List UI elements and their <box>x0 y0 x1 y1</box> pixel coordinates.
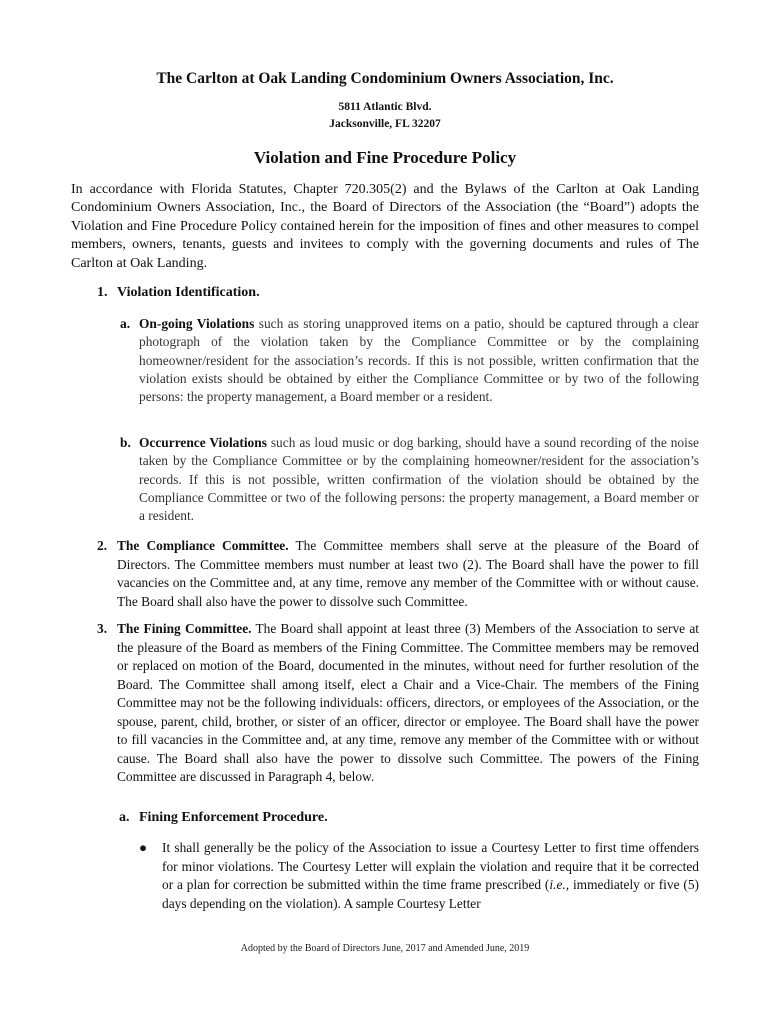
section-3a-label: a. <box>119 810 130 825</box>
section-1-number: 1. <box>97 285 108 300</box>
section-1a-text: such as storing unapproved items on a patio, should be captured through a clear photograph of the violation taken by the Compliance Committee or by the complaining homeowner/resident for the association’s records. If this is not possible, written confirmation that the violation exists should be obtained by either the Compliance Committee or by two of the following persons: the property management, a Board member or a resident. <box>139 316 699 405</box>
section-2-paragraph <box>97 537 699 611</box>
bullet-ie: i.e., <box>549 877 570 892</box>
section-3a-heading <box>119 810 328 826</box>
section-1a-term: On-going Violations <box>139 316 255 331</box>
address-street: 5811 Atlantic Blvd. <box>338 101 432 113</box>
address-city: Jacksonville, FL 32207 <box>329 118 441 130</box>
section-3a-title: Fining Enforcement Procedure. <box>139 810 328 825</box>
section-3-text: The Board shall appoint at least three (3) Members of the Association to serve at the pleasure of the Board as members of the Fining Committee. The Committee members may be removed or replaced on motion of the Board, documented in the minutes, without need for further resolution of the Board. The Committee shall among itself, elect a Chair and a Vice-Chair. The members of the Fining Committee may not be the following individuals: officers, directors, or employees of the Association, or the spouse, parent, child, brother, or sister of an officer, director or employee. The Board shall have the power to fill vacancies in the Committee and, at any time, remove any member of the Committee with or without cause. The Board shall also have the power to dissolve such Committee. The powers of the Fining Committee are discussed in Paragraph 4, below. <box>117 621 699 784</box>
section-2-title: The Compliance Committee. <box>117 538 289 553</box>
section-1-heading <box>97 285 260 301</box>
bullet-text-start: It shall generally be the policy of the Association to issue a Courtesy Letter to first time offenders for minor violations. The Courtesy Letter will explain the violation and require that it be corrected or a plan for correction be submitted within the time frame prescribed ( <box>162 840 699 892</box>
section-1b-text: such as loud music or dog barking, should have a sound recording of the noise taken by the Compliance Committee or by the complaining homeowner/resident for the association’s records. If this is not possible, written confirmation of the violation should be obtained by the Compliance Committee or two of the following persons: the property management, a Board member or a resident. <box>139 435 699 524</box>
page-footer: Adopted by the Board of Directors June, 2017 and Amended June, 2019 <box>240 943 530 954</box>
section-2-number: 2. <box>97 538 108 553</box>
section-1b-term: Occurrence Violations <box>139 435 267 450</box>
section-1-title: Violation Identification. <box>117 285 260 300</box>
section-3-title: The Fining Committee. <box>117 621 252 636</box>
bullet-dot-icon: ● <box>139 840 148 855</box>
intro-paragraph: In accordance with Florida Statutes, Chapter 720.305(2) and the Bylaws of the Carlton at Oak Landing Condominium Owners Association, Inc., the Board of Directors of the Association (the “Board”) adopts the Violation and Fine Procedure Policy contained herein for the imposition of fines and other measures to compel members, owners, tenants, guests and invitees to comply with the governing documents and rules of The Carlton at Oak Landing. <box>71 182 699 271</box>
section-2-text: The Committee members shall serve at the pleasure of the Board of Directors. The Committee members must number at least two (2). The Board shall have the power to fill vacancies on the Committee and, at any time, remove any member of the Committee with or without cause. The Board shall also have the power to dissolve such Committee. <box>117 538 699 609</box>
section-1a-label: a. <box>120 316 131 331</box>
association-name: The Carlton at Oak Landing Condominium Owners Association, Inc. <box>156 70 614 87</box>
section-1b-paragraph <box>120 434 699 525</box>
section-3-number: 3. <box>97 621 108 636</box>
section-1b-label: b. <box>120 435 131 450</box>
policy-title: Violation and Fine Procedure Policy <box>253 148 517 167</box>
bullet-item <box>139 839 699 913</box>
section-3-paragraph <box>97 620 699 787</box>
bullet-text-end: immediately or five (5) days depending on the violation). A sample Courtesy Letter <box>162 877 699 911</box>
section-1a-paragraph <box>120 315 699 406</box>
